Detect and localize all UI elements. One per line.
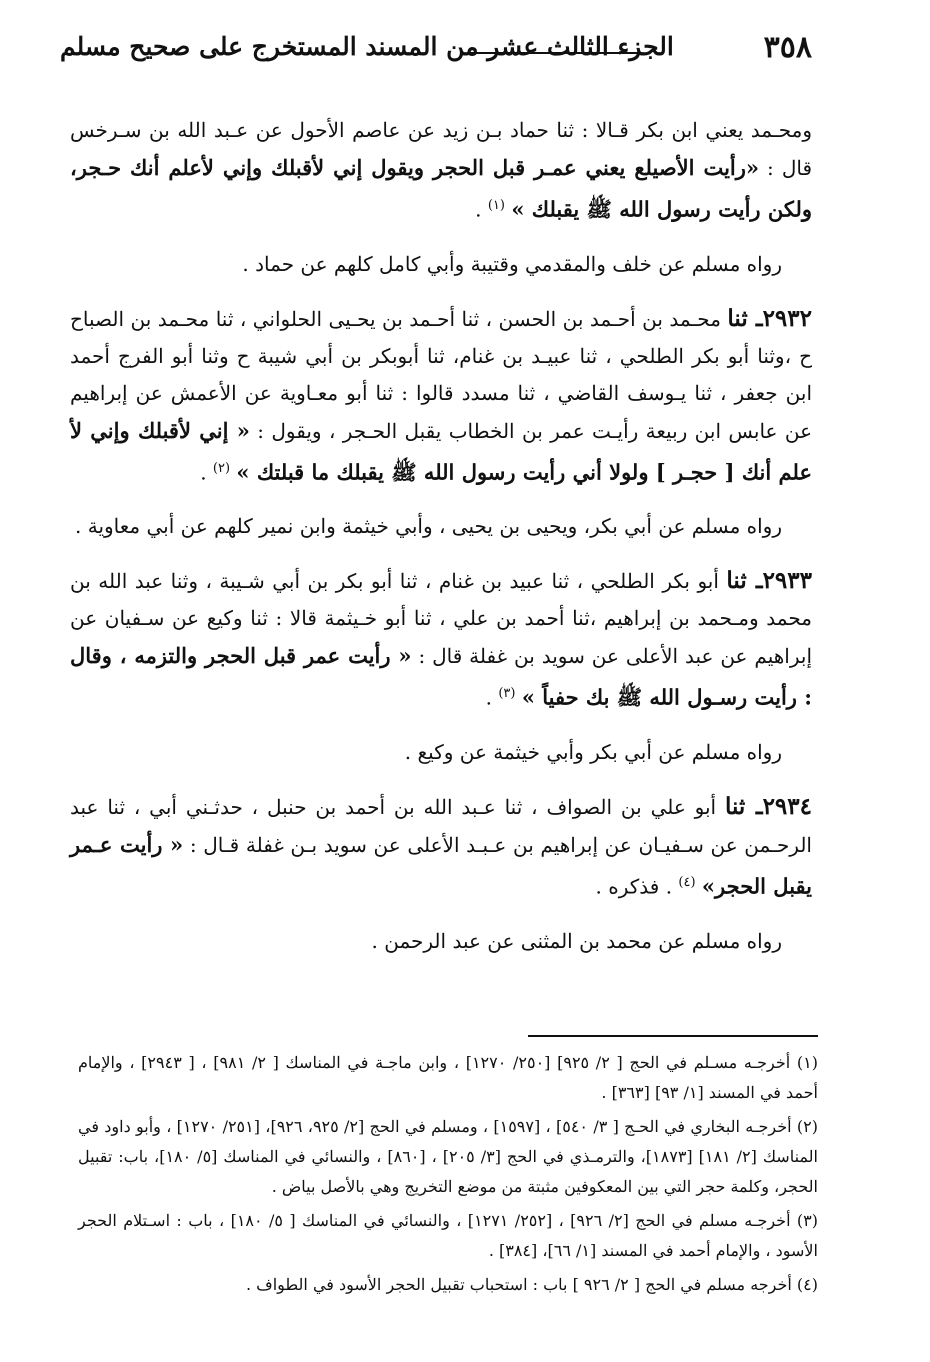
footnotes bbox=[78, 1048, 818, 1304]
hadith-quote: «رأيت الأصيلع يعني عمـر قبل الحجر ويقول إني لأقبلك وإني لأعلم أنك حـجر، ولكن رأيت رسول الله ﷺ يقبلك » bbox=[70, 155, 812, 222]
running-title: الجزء الثالث عشر من المسند المستخرج على صحيح مسلم bbox=[60, 32, 674, 61]
isnad-text: أبو علي بن الصواف ، ثنا عـبد الله بن أحمد بن حنبل ، حدثـني أبي ، ثنا عبد الرحـمن عن سـفيـان عن إبراهيم بن عـبـد الأعلى عن سويد بـن غفلة قـال : bbox=[70, 794, 812, 857]
isnad-text: محـمد بن أحـمد بن الحسن ، ثنا أحـمد بن يحـيى الحلواني ، ثنا محـمد بن الصباح ح ،وثنا أبو بكر الطلحي ، ثنا عبيـد بن غنام، ثنا أبوبكر بن أبي شيبة ح وثنا أبو الفرج أحمد ابن جعفر ، ثنا يـوسف القاضي ، ثنا مسدد قالوا : ثنا أبو معـاوية عن الأعمش عن إبراهيم عن عابس ابن ربيعة رأيـت عمر بن الخطاب يقبل الحـجر ، ويقول : bbox=[70, 306, 813, 443]
isnad-text: أبو بكر الطلحي ، ثنا عبيد بن غنام ، ثنا أبو بكر بن أبي شـيبة ، وثنا عبد الله بن محمد ومـحمد بن إبراهيم ،ثنا أحمد بن علي ، ثنا أبو خـيثمة قالا : ثنا وكيع عن سـفيان عن إبراهيم عن عبد الأعلى عن سويد بن غفلة قال : bbox=[70, 569, 813, 669]
hadith-quote: « رأيت عـمر يقبل الحجر» bbox=[70, 831, 812, 899]
footnote-4: (٤) أخرجه مسلم في الحج [ ٢/ ٩٢٦ ] باب : استحباب تقبيل الحجر الأسود في الطواف . bbox=[245, 1275, 818, 1294]
trailing-punct: . bbox=[485, 685, 492, 710]
footnote-2: (٢) أخرجـه البخاري في الحـج [ ٣/ ٥٤٠] ، [١٥٩٧] ، ومسلم في الحج [٢/ ٩٢٥، ٩٢٦]، [٢٥١/ ١٢٧٠] ، وأبو داود في المناسك [٢/ ١٨١] [١٨٧٣]، والترمـذي في الحج [٣/ ٢٠٥] ، [٨٦٠] ، والنسائي في المناسك [٥/ ١٨٠]، باب: تقبيل الحجر، وكلمة حجر التي بين المعكوفين مثبتة من موضع التخريج وهي بالأصل بياض . bbox=[78, 1117, 818, 1196]
paragraph-continuation bbox=[70, 112, 812, 229]
footnote-separator bbox=[528, 1035, 818, 1037]
trailing-punct: . فذكره . bbox=[595, 874, 673, 899]
footnote-ref: (١) bbox=[487, 198, 505, 213]
footnote-ref: (٣) bbox=[498, 686, 516, 702]
takhrij-note: رواه مسلم عن أبي بكر وأبي خيثمة عن وكيع . bbox=[404, 739, 782, 764]
page-number: ٣٥٨ bbox=[763, 30, 812, 65]
takhrij-note: رواه مسلم عن خلف والمقدمي وقتيبة وأبي كامل كلهم عن حماد . bbox=[242, 251, 782, 276]
hadith-quote: « رأيت عمر قبل الحجر والتزمه ، وقال : رأيت رسـول الله ﷺ بك حفياً » bbox=[70, 643, 812, 710]
takhrij-note: رواه مسلم عن أبي بكر، ويحيى بن يحيى ، وأبي خيثمة وابن نمير كلهم عن أبي معاوية . bbox=[75, 514, 782, 539]
page-header bbox=[60, 30, 812, 78]
isnad-text: ومحـمد يعني ابن بكر قـالا : ثنا حماد بـن زيد عن عاصم الأحول عن عـبد الله بن سـرخس قال : bbox=[70, 118, 813, 180]
footnote-ref: (٤) bbox=[678, 874, 696, 890]
footnote-3: (٣) أخرجـه مسلم في الحج [٢/ ٩٢٦] ، [٢٥٢/ ١٢٧١] ، والنسائي في المناسك [ ٥/ ١٨٠] ، باب : اسـتلام الحجر الأسود ، والإمام أحمد في المسند [١/ ٦٦]، [٣٨٤] . bbox=[78, 1211, 818, 1260]
footnote-1: (١) أخرجـه مسـلم في الحج [ ٢/ ٩٢٥] [٢٥٠/ ١٢٧٠] ، وابن ماجـة في المناسك [ ٢/ ٩٨١] ، [ ٢٩٤٣] ، والإمام أحمد في المسند [١/ ٩٣] [٣٦٣] . bbox=[78, 1053, 818, 1102]
trailing-punct: . bbox=[475, 197, 482, 222]
takhrij-note: رواه مسلم عن محمد بن المثنى عن عبد الرحمن . bbox=[371, 928, 782, 953]
hadith-number: ٢٩٣٤ـ ثنا bbox=[724, 792, 812, 820]
hadith-2933 bbox=[70, 562, 812, 717]
trailing-punct: . bbox=[200, 460, 207, 485]
footnote-ref: (٢) bbox=[212, 460, 231, 476]
hadith-number: ٢٩٣٢ـ ثنا bbox=[727, 304, 812, 332]
hadith-2934 bbox=[70, 788, 812, 906]
hadith-2932 bbox=[70, 300, 812, 492]
hadith-number: ٢٩٣٣ـ ثنا bbox=[726, 567, 812, 595]
main-text bbox=[70, 112, 812, 977]
hadith-quote: « إني لأقبلك وإني لأ علم أنك [ حجـر ] ولولا أني رأيت رسول الله ﷺ يقبلك ما قبلتك » bbox=[70, 417, 812, 485]
